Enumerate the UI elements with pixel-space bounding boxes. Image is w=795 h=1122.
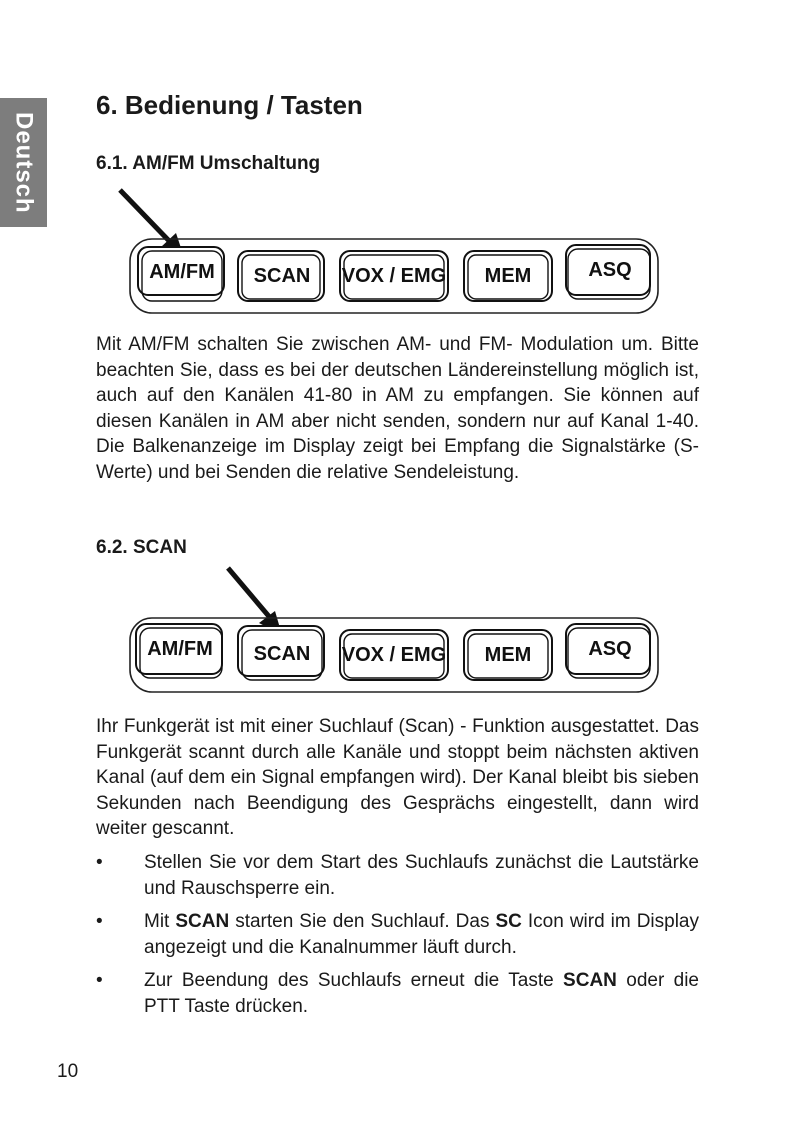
paragraph-amfm: Mit AM/FM schalten Sie zwischen AM- und FM- Modulation um. Bitte beachten Sie, dass es bei der deutschen Ländereinstellung möglich ist, auch auf den Kanälen 41-80 in AM zu empfangen. Sie können auf diesen Kanälen in AM aber nicht senden, sondern nur auf Kanal 1-40. Die Balkenanzeige im Display zeigt bei Empfang die Signalstärke (S-Werte) und bei Senden die relative Sendeleistung. — [96, 334, 699, 483]
section-title: 6. Bedienung / Tasten — [96, 90, 363, 120]
vox-emg-button[interactable] — [340, 630, 448, 680]
keyword-scan: SCAN — [563, 970, 617, 991]
button-panel-1 — [128, 237, 660, 315]
page-number: 10 — [57, 1061, 79, 1082]
scan-button-label: SCAN — [253, 265, 311, 287]
keyword-scan: SCAN — [175, 911, 230, 932]
amfm-button-label: AM/FM — [149, 261, 215, 283]
mem-button-label: MEM — [484, 644, 532, 666]
bullet-icon: • — [96, 911, 103, 932]
vox-emg-button[interactable] — [340, 251, 448, 301]
asq-button[interactable] — [566, 624, 650, 678]
language-tab — [0, 98, 47, 227]
list-item-text-part: Zur Beendung des Suchlaufs erneut die Taste — [144, 970, 564, 991]
language-tab-label: Deutsch — [10, 111, 38, 214]
paragraph-scan: Ihr Funkgerät ist mit einer Suchlauf (Scan) - Funktion ausgestattet. Das Funkgerät scannt durch alle Kanäle und stoppt beim nächsten aktiven Kanal (auf dem ein Signal empfangen wird). Der Kanal bleibt bis sieben Sekunden nach Beendigung des Gesprächs eingestellt, dann wird weiter gescannt. — [96, 716, 699, 839]
scan-button-label: SCAN — [253, 643, 311, 665]
list-item — [96, 850, 699, 901]
list-item — [96, 968, 699, 1019]
keyword-sc: SC — [495, 911, 522, 932]
amfm-button[interactable] — [138, 247, 224, 301]
bullet-icon: • — [96, 852, 103, 873]
list-item-text-part: Mit — [144, 911, 176, 932]
subsection-heading-amfm: 6.1. AM/FM Umschaltung — [96, 153, 321, 174]
list-item-text-part: starten Sie den Suchlauf. Das — [229, 911, 496, 932]
asq-button-label: ASQ — [588, 259, 632, 281]
amfm-button[interactable] — [136, 624, 222, 678]
list-item-text-part: oder die PTT Taste drücken. — [144, 970, 699, 1017]
scan-button[interactable] — [238, 626, 324, 680]
amfm-button-label: AM/FM — [147, 638, 213, 660]
vox-emg-button-label: VOX / EMG — [341, 644, 447, 666]
mem-button[interactable] — [464, 251, 552, 301]
mem-button-label: MEM — [484, 265, 532, 287]
asq-button[interactable] — [566, 245, 650, 299]
mem-button[interactable] — [464, 630, 552, 680]
instruction-list — [96, 850, 699, 1027]
bullet-icon: • — [96, 970, 103, 991]
button-panel-2 — [128, 616, 660, 694]
vox-emg-button-label: VOX / EMG — [341, 265, 447, 287]
scan-button[interactable] — [238, 251, 324, 301]
list-item-text-part: Icon wird im Display angezeigt und die Kanalnummer läuft durch. — [144, 911, 700, 958]
list-item-text: Stellen Sie vor dem Start des Suchlaufs zunächst die Lautstärke und Rauschsperre ein. — [144, 852, 699, 899]
asq-button-label: ASQ — [588, 638, 632, 660]
subsection-heading-scan: 6.2. SCAN — [96, 537, 187, 558]
list-item — [96, 909, 699, 960]
